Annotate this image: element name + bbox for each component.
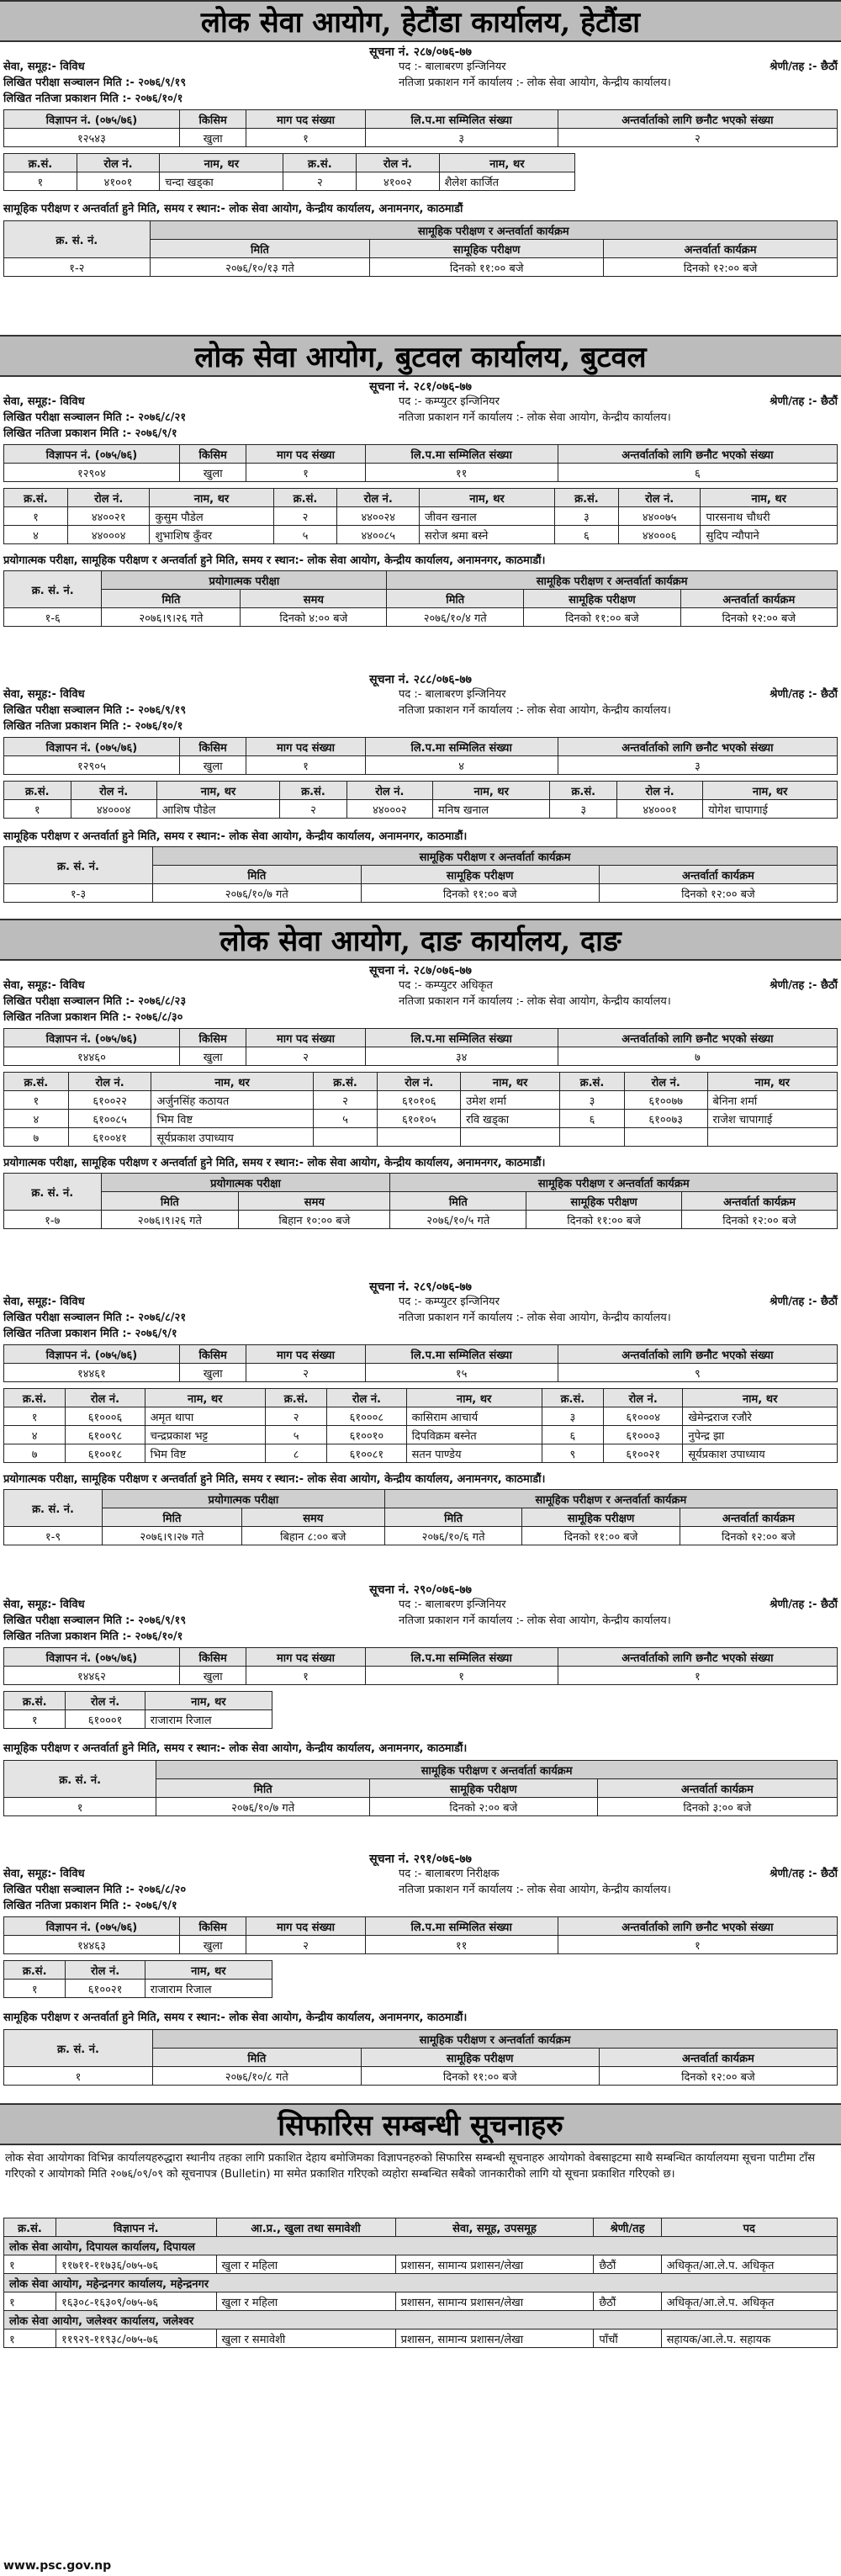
table-row: १ १६३०८-१६३०९/०७५-७६ खुला र महिला प्रशासन, सामान्य प्रशासन/लेखा छैठौं अधिकृत/आ.ले.प. अधिकृत bbox=[4, 2292, 838, 2311]
schedule-table: क्र. सं. नं. सामूहिक परीक्षण र अन्तर्वार्ता कार्यक्रम मिति सामूहिक परीक्षण अन्तर्वार्ता कार्यक्रम १-२ २०७६/१०/१३ गते दिनको ११:०० बजे दिनको १२:०० बजे bbox=[3, 220, 838, 277]
table-row: १ ४४०००४ आशिष पौडेल २ ४४०००२ मनिष खनाल ३ ४४०००१ योगेश चापागाई bbox=[4, 800, 838, 819]
schedule-table: क्र. सं. नं. सामूहिक परीक्षण र अन्तर्वार्ता कार्यक्रम मिति सामूहिक परीक्षण अन्तर्वार्ता कार्यक्रम १ २०७६/१०/७ गते दिनको २:०० बजे दिनको ३:०० बजे bbox=[3, 1760, 838, 1816]
venue-line: प्रयोगात्मक परीक्षा, सामूहिक परीक्षण र अन्तर्वार्ता हुने मिति, समय र स्थान:- लोक सेवा आयोग, केन्द्रीय कार्यालय, अनामनगर, काठमाडौं। bbox=[3, 554, 546, 567]
table-row: १-९ २०७६।९।२७ गते बिहान ८:०० बजे २०७६/१०/६ गते दिनको ११:०० बजे दिनको १२:०० बजे bbox=[4, 1527, 838, 1545]
recommendation-banner: सिफारिस सम्बन्धी सूचनाहरु bbox=[0, 2103, 841, 2145]
office-banner-butwal: लोक सेवा आयोग, बुटवल कार्यालय, बुटवल bbox=[0, 335, 841, 377]
table-row: १ २०७६/१०/७ गते दिनको २:०० बजे दिनको ३:०० बजे bbox=[4, 1798, 838, 1816]
schedule-table: क्र. सं. नं. सामूहिक परीक्षण र अन्तर्वार्ता कार्यक्रम मिति सामूहिक परीक्षण अन्तर्वार्ता कार्यक्रम १-३ २०७६/१०/७ गते दिनको ११:०० बजे दिनको १२:०० बजे bbox=[3, 846, 838, 903]
notice-meta: सेवा, समूह:- विविध पद :- बालाबरण इन्जिनियर श्रेणी/तह :- छैठौं लिखित परीक्षा सञ्चालन मिति :- २०७६/९/१९ नतिजा प्रकाशन गर्ने कार्यालय :- लोक सेवा आयोग, केन्द्रीय कार्यालय। लिखित नतिजा प्रकाशन मिति :- २०७६/१०/१ bbox=[3, 1598, 838, 1643]
venue-line: प्रयोगात्मक परीक्षा, सामूहिक परीक्षण र अन्तर्वार्ता हुने मिति, समय र स्थान:- लोक सेवा आयोग, केन्द्रीय कार्यालय, अनामनगर, काठमाडौं। bbox=[3, 1473, 546, 1486]
schedule-table: क्र. सं. नं. प्रयोगात्मक परीक्षा सामूहिक परीक्षण र अन्तर्वार्ता कार्यक्रम मिति समय मिति सामूहिक परीक्षण अन्तर्वार्ता कार्यक्रम १-६ २०७६।९।२६ गते दिनको ४:०० बजे २०७६/१०/४ गते दिनको ११:०० बजे दिनको १२:०० बजे bbox=[3, 570, 838, 627]
candidate-table: क्र.सं. रोल नं. नाम, थर १ ६१०००१ राजाराम रिजाल bbox=[3, 1691, 272, 1729]
advertisement-table: विज्ञापन नं. (०७५/७६) किसिम माग पद संख्या लि.प.मा सम्मिलित संख्या अन्तर्वार्ताको लागि छनौट भएको संख्या १४४६० खुला २ ३४ ७ bbox=[3, 1028, 838, 1066]
col-header: विज्ञापन नं. (०७५/७६) bbox=[4, 110, 180, 129]
recommendation-table: क्र.सं. विज्ञापन नं. आ.प्र., खुला तथा समावेशी सेवा, समूह, उपसमूह श्रेणी/तह पद लोक सेवा आयोग, दिपायल कार्यालय, दिपायल १ ११७११-११७३६/०७५-७६ खुला र महिला प्रशासन, सामान्य प्रशासन/लेखा छैठौं अधिकृत/आ.ले.प. अधिकृत लोक सेवा आयोग, महेन्द्रनगर कार्यालय, महेन्द्रनगर १ १६३०८-१६३०९/०७५-७६ खुला र महिला प्रशासन, सामान्य प्रशासन/लेखा छैठौं अधिकृत/आ.ले.प. अधिकृत लोक सेवा आयोग, जलेश्वर कार्यालय, जलेश्वर १ ११९२९-११९३८/०७५-७६ खुला र समावेशी प्रशासन, सामान्य प्रशासन/लेखा पाँचौं सहायक/आ.ले.प. सहायक bbox=[3, 2218, 838, 2348]
website-link[interactable]: www.psc.gov.np bbox=[3, 2559, 112, 2573]
table-row: १ ११७११-११७३६/०७५-७६ खुला र महिला प्रशासन, सामान्य प्रशासन/लेखा छैठौं अधिकृत/आ.ले.प. अधिकृत bbox=[4, 2255, 838, 2274]
table-row: १४४६३ खुला २ ११ १ bbox=[4, 1936, 838, 1954]
col-header: लि.प.मा सम्मिलित संख्या bbox=[365, 110, 558, 129]
advertisement-table bbox=[3, 109, 838, 147]
notice-meta: सेवा, समूह:- विविध पद :- बालाबरण इन्जिनियर श्रेणी/तह :- छैठौं लिखित परीक्षा सञ्चालन मिति :- २०७६/९/१९ नतिजा प्रकाशन गर्ने कार्यालय :- लोक सेवा आयोग, केन्द्रीय कार्यालय। लिखित नतिजा प्रकाशन मिति :- २०७६/१०/१ bbox=[3, 688, 838, 733]
table-row: १ ६१००२१ राजाराम रिजाल bbox=[4, 1980, 272, 1998]
result-office: नतिजा प्रकाशन गर्ने कार्यालय :- लोक सेवा आयोग, केन्द्रीय कार्यालय। bbox=[399, 77, 671, 89]
table-row: १४४६१ खुला २ १५ ९ bbox=[4, 1364, 838, 1382]
table-row: १ ६१००२२ अर्जुनसिंह कठायत २ ६१०१०६ उमेश शर्मा ३ ६१००७७ बेनिना शर्मा bbox=[4, 1091, 838, 1110]
candidate-table: क्र.सं. रोल नं. नाम, थर क्र.सं. रोल नं. नाम, थर क्र.सं. रोल नं. नाम, थर १ ६१००२२ अर्जुनसिंह कठायत २ ६१०१०६ उमेश शर्मा ३ ६१००७७ बेनिना शर्मा ४ ६१००८५ भिम विष्ट ५ ६१०१०५ रवि खड्का ६ ६१००७३ राजेश चापागाई ७ ६१००४१ सूर्यप्रकाश उपाध्याय bbox=[3, 1072, 838, 1147]
table-row: १-६ २०७६।९।२६ गते दिनको ४:०० बजे २०७६/१०/४ गते दिनको ११:०० बजे दिनको १२:०० बजे bbox=[4, 608, 838, 627]
notice-number: सूचना नं. २९०/०७६-७७ bbox=[369, 1583, 472, 1597]
advertisement-table: विज्ञापन नं. (०७५/७६) किसिम माग पद संख्या लि.प.मा सम्मिलित संख्या अन्तर्वार्ताको लागि छनौट भएको संख्या १४४६१ खुला २ १५ ९ bbox=[3, 1344, 838, 1382]
table-row: १ ११९२९-११९३८/०७५-७६ खुला र समावेशी प्रशासन, सामान्य प्रशासन/लेखा पाँचौं सहायक/आ.ले.प. सहायक bbox=[4, 2330, 838, 2348]
recommendation-intro: लोक सेवा आयोगका विभिन्न कार्यालयहरुद्धारा स्थानीय तहका लागि प्रकाशित देहाय बमोजिमका विज्ञापनहरुको सिफारिस सम्बन्धी सूचनाहरु आयोगको वेबसाइटमा साथै सम्बन्धित कार्यालयमा सूचना पाटीमा टाँस गरिएको र आयोगको मिति २०७६/०९/०९ को सूचनापत्र (Bulletin) मा समेत प्रकाशित गरिएको व्यहोरा सम्बन्धित सबैको जानकारीको लागि यो सूचना प्रकाशित गरिएको छ। bbox=[5, 2152, 816, 2181]
notice-number: सूचना नं. २८७/०७६-७७ bbox=[369, 964, 472, 978]
venue-line: सामूहिक परीक्षण र अन्तर्वार्ता हुने मिति, समय र स्थान:- लोक सेवा आयोग, केन्द्रीय कार्यालय, अनामनगर, काठमाडौं। bbox=[3, 1742, 468, 1755]
candidate-table: क्र.सं. रोल नं. नाम, थर क्र.सं. रोल नं. नाम, थर क्र.सं. रोल नं. नाम, थर १ ४४००२१ कुसुम पौडेल २ ४४००२४ जीवन खनाल ३ ४४००७५ पारसनाथ चौधरी ४ ४४०००४ शुभाशिष कुँवर ५ ४४००८५ सरोज श्रमा बस्ने ६ ४४०००६ सुदिप न्यौपाने bbox=[3, 488, 838, 544]
table-row: ४ ४४०००४ शुभाशिष कुँवर ५ ४४००८५ सरोज श्रमा बस्ने ६ ४४०००६ सुदिप न्यौपाने bbox=[4, 526, 838, 544]
table-row: १ २०७६/१०/८ गते दिनको ११:०० बजे दिनको १२:०० बजे bbox=[4, 2067, 838, 2086]
col-header: किसिम bbox=[179, 110, 246, 129]
schedule-table: क्र. सं. नं. प्रयोगात्मक परीक्षा सामूहिक परीक्षण र अन्तर्वार्ता कार्यक्रम मिति समय मिति सामूहिक परीक्षण अन्तर्वार्ता कार्यक्रम १-९ २०७६।९।२७ गते बिहान ८:०० बजे २०७६/१०/६ गते दिनको ११:०० बजे दिनको १२:०० बजे bbox=[3, 1489, 838, 1545]
table-row: १-७ २०७६।९।२६ गते बिहान १०:०० बजे २०७६/१०/५ गते दिनको ११:०० बजे दिनको १२:०० बजे bbox=[4, 1211, 838, 1229]
notice-number: सूचना नं. २८८/०७६-७७ bbox=[369, 673, 472, 686]
table-row: १२९०४ खुला १ ११ ६ bbox=[4, 464, 838, 482]
notice-meta: सेवा, समूह:- विविध पद :- कम्प्युटर इन्जिनियर श्रेणी/तह :- छैठौं लिखित परीक्षा सञ्चालन मिति :- २०७६/८/२१ नतिजा प्रकाशन गर्ने कार्यालय :- लोक सेवा आयोग, केन्द्रीय कार्यालय। लिखित नतिजा प्रकाशन मिति :- २०७६/९/१ bbox=[3, 395, 838, 440]
venue-line: सामूहिक परीक्षण र अन्तर्वार्ता हुने मिति, समय र स्थान:- लोक सेवा आयोग, केन्द्रीय कार्यालय, अनामनगर, काठमाडौं। bbox=[3, 2012, 468, 2024]
col-header: अन्तर्वार्ताको लागि छनौट भएको संख्या bbox=[558, 110, 837, 129]
table-row: १ ६१०००१ राजाराम रिजाल bbox=[4, 1710, 272, 1729]
result-date: लिखित नतिजा प्रकाशन मिति :- २०७६/१०/१ bbox=[3, 93, 183, 105]
table-row: १ ४१००१ चन्दा खड्का २ ४१००२ शैलेश कार्जित bbox=[4, 172, 575, 191]
candidate-table: क्र.सं. रोल नं. नाम, थर १ ६१००२१ राजाराम रिजाल bbox=[3, 1960, 272, 1998]
office-row: लोक सेवा आयोग, महेन्द्रनगर कार्यालय, महेन्द्रनगर bbox=[4, 2274, 838, 2292]
venue-line: सामूहिक परीक्षण र अन्तर्वार्ता हुने मिति, समय र स्थान:- लोक सेवा आयोग, केन्द्रीय कार्यालय, अनामनगर, काठमाडौं। bbox=[3, 830, 468, 843]
notice-meta bbox=[3, 59, 838, 107]
advertisement-table: विज्ञापन नं. (०७५/७६) किसिम माग पद संख्या लि.प.मा सम्मिलित संख्या अन्तर्वार्ताको लागि छनौट भएको संख्या १२९०४ खुला १ ११ ६ bbox=[3, 444, 838, 482]
table-row: ४ ६१००८५ भिम विष्ट ५ ६१०१०५ रवि खड्का ६ ६१००७३ राजेश चापागाई bbox=[4, 1110, 838, 1128]
office-banner-hetauda: लोक सेवा आयोग, हेटौंडा कार्यालय, हेटौंडा bbox=[0, 0, 841, 42]
table-row: १२५४३ खुला १ ३ २ bbox=[4, 129, 838, 147]
candidate-table: क्र.सं. रोल नं. नाम, थर क्र.सं. रोल नं. नाम, थर क्र.सं. रोल नं. नाम, थर १ ६१०००६ अमृत थापा २ ६१०००८ कासिराम आचार्य ३ ६१०००४ खेमेन्द्रराज रजौरे ४ ६१००९८ चन्द्रप्रकाश भट्ट ५ ६१००१० दिपविक्रम बस्नेत ६ ६१०००३ नुपेन्द्र झा ७ ६१००१८ भिम विष्ट ८ ६१००८१ सतन पाण्डेय ९ ६१००२१ सूर्यप्रकाश उपाध्याय bbox=[3, 1388, 838, 1463]
venue-line: सामूहिक परीक्षण र अन्तर्वार्ता हुने मिति, समय र स्थान:- लोक सेवा आयोग, केन्द्रीय कार्यालय, अनामनगर, काठमाडौं bbox=[3, 203, 463, 215]
advertisement-table: विज्ञापन नं. (०७५/७६) किसिम माग पद संख्या लि.प.मा सम्मिलित संख्या अन्तर्वार्ताको लागि छनौट भएको संख्या १४४६२ खुला १ १ १ bbox=[3, 1647, 838, 1685]
table-row: १ ६१०००६ अमृत थापा २ ६१०००८ कासिराम आचार्य ३ ६१०००४ खेमेन्द्रराज रजौरे bbox=[4, 1407, 838, 1426]
table-row: ७ ६१००४१ सूर्यप्रकाश उपाध्याय bbox=[4, 1128, 838, 1147]
table-row: ४ ६१००९८ चन्द्रप्रकाश भट्ट ५ ६१००१० दिपविक्रम बस्नेत ६ ६१०००३ नुपेन्द्र झा bbox=[4, 1426, 838, 1444]
notice-meta: सेवा, समूह:- विविध पद :- कम्प्युटर अधिकृत श्रेणी/तह :- छैठौं लिखित परीक्षा सञ्चालन मिति :- २०७६/८/२३ नतिजा प्रकाशन गर्ने कार्यालय :- लोक सेवा आयोग, केन्द्रीय कार्यालय। लिखित नतिजा प्रकाशन मिति :- २०७६/८/३० bbox=[3, 979, 838, 1024]
table-row: ७ ६१००१८ भिम विष्ट ८ ६१००८१ सतन पाण्डेय ९ ६१००२१ सूर्यप्रकाश उपाध्याय bbox=[4, 1444, 838, 1463]
table-row: १२९०५ खुला १ ४ ३ bbox=[4, 756, 838, 775]
service-group: सेवा, समूह:- विविध bbox=[3, 61, 85, 73]
col-header: माग पद संख्या bbox=[246, 110, 365, 129]
notice-number: सूचना नं. २८९/०७६-७७ bbox=[369, 1280, 472, 1294]
table-row: १-२ २०७६/१०/१३ गते दिनको ११:०० बजे दिनको १२:०० बजे bbox=[4, 258, 838, 277]
post: पद :- बालाबरण इन्जिनियर bbox=[399, 61, 506, 73]
candidate-table: क्र.सं. रोल नं. नाम, थर क्र.सं. रोल नं. नाम, थर क्र.सं. रोल नं. नाम, थर १ ४४०००४ आशिष पौडेल २ ४४०००२ मनिष खनाल ३ ४४०००१ योगेश चापागाई bbox=[3, 781, 838, 819]
advertisement-table: विज्ञापन नं. (०७५/७६) किसिम माग पद संख्या लि.प.मा सम्मिलित संख्या अन्तर्वार्ताको लागि छनौट भएको संख्या १२९०५ खुला १ ४ ३ bbox=[3, 737, 838, 775]
notice-number: सूचना नं. २८१/०७६-७७ bbox=[369, 380, 472, 394]
exam-date: लिखित परीक्षा सञ्चालन मिति :- २०७६/९/१९ bbox=[3, 77, 187, 89]
advertisement-table: विज्ञापन नं. (०७५/७६) किसिम माग पद संख्या लि.प.मा सम्मिलित संख्या अन्तर्वार्ताको लागि छनौट भएको संख्या १४४६३ खुला २ ११ १ bbox=[3, 1916, 838, 1954]
schedule-table: क्र. सं. नं. सामूहिक परीक्षण र अन्तर्वार्ता कार्यक्रम मिति सामूहिक परीक्षण अन्तर्वार्ता कार्यक्रम १ २०७६/१०/८ गते दिनको ११:०० बजे दिनको १२:०० बजे bbox=[3, 2029, 838, 2086]
table-row: १४४६० खुला २ ३४ ७ bbox=[4, 1047, 838, 1066]
office-row: लोक सेवा आयोग, दिपायल कार्यालय, दिपायल bbox=[4, 2237, 838, 2255]
table-row: १४४६२ खुला १ १ १ bbox=[4, 1667, 838, 1685]
table-row: १ ४४००२१ कुसुम पौडेल २ ४४००२४ जीवन खनाल ३ ४४००७५ पारसनाथ चौधरी bbox=[4, 507, 838, 526]
notice-number: सूचना नं. २८७/०७६-७७ bbox=[369, 45, 472, 59]
level: श्रेणी/तह :- छैठौं bbox=[770, 61, 838, 73]
notice-meta: सेवा, समूह:- विविध पद :- बालाबरण निरीक्षक श्रेणी/तह :- छैठौं लिखित परीक्षा सञ्चालन मिति :- २०७६/८/२० नतिजा प्रकाशन गर्ने कार्यालय :- लोक सेवा आयोग, केन्द्रीय कार्यालय। लिखित नतिजा प्रकाशन मिति :- २०७६/९/१ bbox=[3, 1868, 838, 1912]
table-row: १-३ २०७६/१०/७ गते दिनको ११:०० बजे दिनको १२:०० बजे bbox=[4, 884, 838, 903]
venue-line: प्रयोगात्मक परीक्षा, सामूहिक परीक्षण र अन्तर्वार्ता हुने मिति, समय र स्थान:- लोक सेवा आयोग, केन्द्रीय कार्यालय, अनामनगर, काठमाडौं। bbox=[3, 1157, 546, 1169]
office-row: लोक सेवा आयोग, जलेश्वर कार्यालय, जलेश्वर bbox=[4, 2311, 838, 2330]
notice-meta: सेवा, समूह:- विविध पद :- कम्प्युटर इन्जिनियर श्रेणी/तह :- छैठौं लिखित परीक्षा सञ्चालन मिति :- २०७६/८/२१ नतिजा प्रकाशन गर्ने कार्यालय :- लोक सेवा आयोग, केन्द्रीय कार्यालय। लिखित नतिजा प्रकाशन मिति :- २०७६/९/१ bbox=[3, 1296, 838, 1340]
office-banner-dang: लोक सेवा आयोग, दाङ कार्यालय, दाङ bbox=[0, 919, 841, 961]
notice-number: सूचना नं. २९१/०७६-७७ bbox=[369, 1852, 472, 1866]
schedule-table: क्र. सं. नं. प्रयोगात्मक परीक्षा सामूहिक परीक्षण र अन्तर्वार्ता कार्यक्रम मिति समय मिति सामूहिक परीक्षण अन्तर्वार्ता कार्यक्रम १-७ २०७६।९।२६ गते बिहान १०:०० बजे २०७६/१०/५ गते दिनको ११:०० बजे दिनको १२:०० बजे bbox=[3, 1173, 838, 1229]
candidate-table: क्र.सं. रोल नं. नाम, थर क्र.सं. रोल नं. नाम, थर १ ४१००१ चन्दा खड्का २ ४१००२ शैलेश कार्जित bbox=[3, 153, 575, 191]
